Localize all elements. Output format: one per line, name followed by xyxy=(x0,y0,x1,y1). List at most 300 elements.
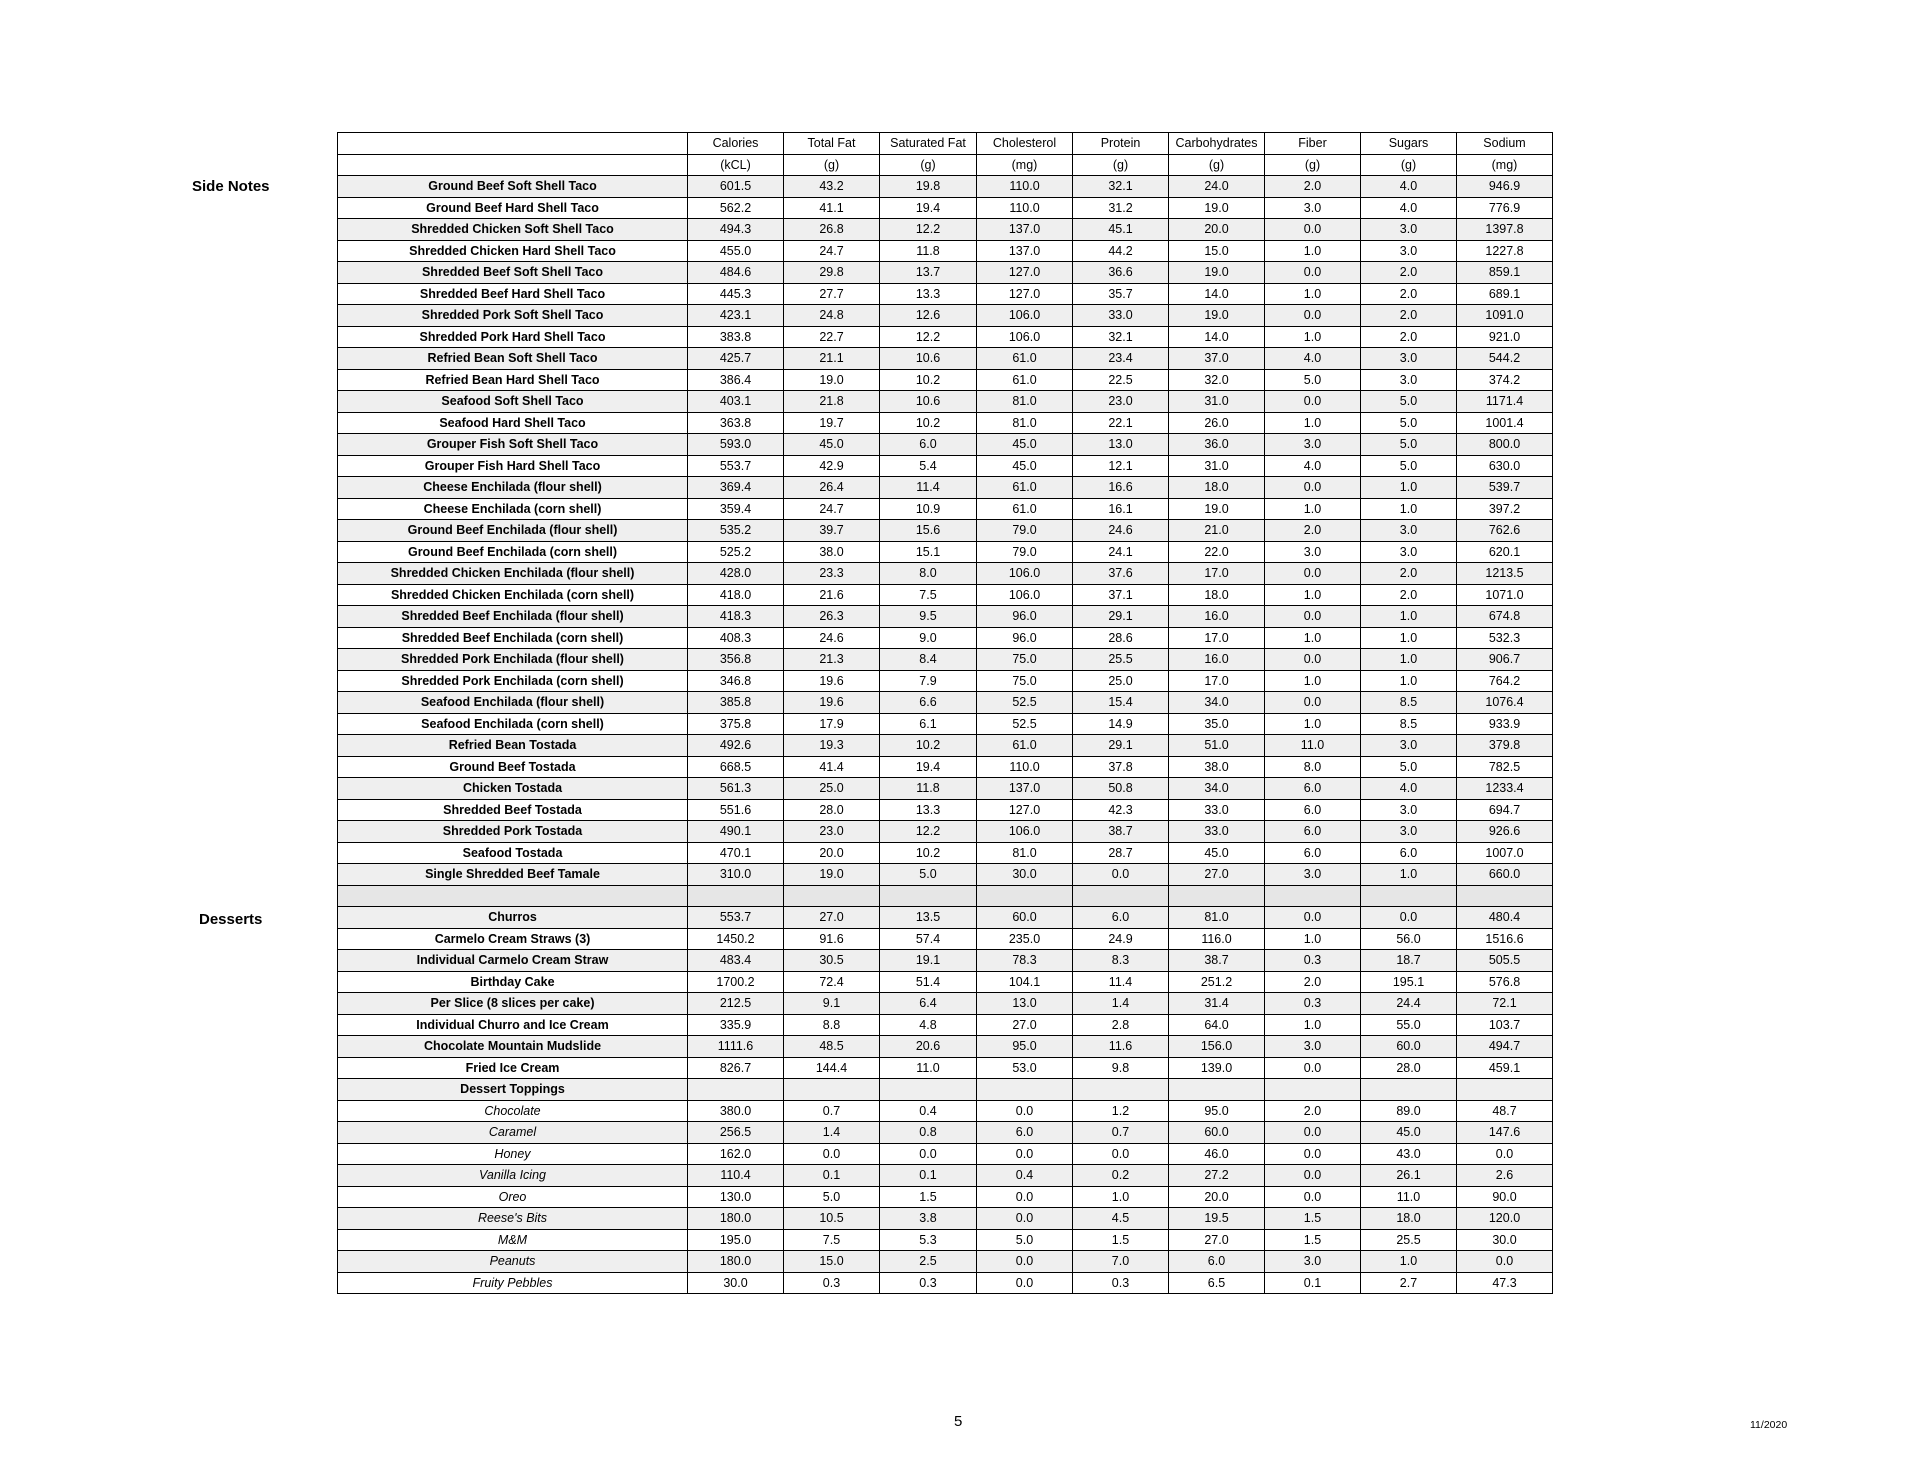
item-name-cell: Shredded Pork Enchilada (corn shell) xyxy=(338,670,688,692)
value-cell: 90.0 xyxy=(1457,1186,1553,1208)
table-row xyxy=(338,176,1553,198)
value-cell: 1233.4 xyxy=(1457,778,1553,800)
value-cell: 32.1 xyxy=(1073,176,1169,198)
value-cell: 34.0 xyxy=(1169,692,1265,714)
value-cell xyxy=(1265,885,1361,907)
value-cell: 0.0 xyxy=(1265,907,1361,929)
value-cell: 0.0 xyxy=(1265,606,1361,628)
value-cell: 24.4 xyxy=(1361,993,1457,1015)
value-cell: 4.0 xyxy=(1361,778,1457,800)
table-row xyxy=(338,627,1553,649)
value-cell xyxy=(880,1079,977,1101)
table-row xyxy=(338,520,1553,542)
column-unit: (g) xyxy=(1265,154,1361,176)
table-row xyxy=(338,756,1553,778)
value-cell: 28.0 xyxy=(1361,1057,1457,1079)
item-name-cell: Shredded Pork Tostada xyxy=(338,821,688,843)
value-cell: 0.4 xyxy=(977,1165,1073,1187)
value-cell: 946.9 xyxy=(1457,176,1553,198)
item-name-cell: Seafood Enchilada (flour shell) xyxy=(338,692,688,714)
table-row xyxy=(338,262,1553,284)
value-cell: 0.3 xyxy=(1073,1272,1169,1294)
value-cell: 0.0 xyxy=(1265,563,1361,585)
value-cell xyxy=(1457,885,1553,907)
table-row xyxy=(338,864,1553,886)
value-cell: 95.0 xyxy=(1169,1100,1265,1122)
table-row xyxy=(338,735,1553,757)
table-row xyxy=(338,584,1553,606)
value-cell: 668.5 xyxy=(688,756,784,778)
value-cell: 29.8 xyxy=(784,262,880,284)
table-row xyxy=(338,1014,1553,1036)
value-cell: 5.3 xyxy=(880,1229,977,1251)
value-cell: 8.5 xyxy=(1361,713,1457,735)
value-cell: 15.4 xyxy=(1073,692,1169,714)
value-cell: 0.0 xyxy=(1265,1143,1361,1165)
value-cell xyxy=(688,885,784,907)
value-cell: 137.0 xyxy=(977,219,1073,241)
value-cell: 29.1 xyxy=(1073,735,1169,757)
value-cell: 2.0 xyxy=(1361,305,1457,327)
value-cell: 6.6 xyxy=(880,692,977,714)
value-cell: 375.8 xyxy=(688,713,784,735)
item-name-cell: Peanuts xyxy=(338,1251,688,1273)
value-cell: 3.0 xyxy=(1361,541,1457,563)
value-cell: 19.0 xyxy=(1169,197,1265,219)
value-cell: 553.7 xyxy=(688,455,784,477)
item-name-cell: Shredded Chicken Enchilada (corn shell) xyxy=(338,584,688,606)
value-cell: 3.0 xyxy=(1265,197,1361,219)
value-cell: 408.3 xyxy=(688,627,784,649)
value-cell: 3.0 xyxy=(1361,369,1457,391)
table-row xyxy=(338,1122,1553,1144)
value-cell: 26.3 xyxy=(784,606,880,628)
item-name-cell: Chocolate xyxy=(338,1100,688,1122)
value-cell: 1.0 xyxy=(1265,1014,1361,1036)
value-cell: 45.0 xyxy=(977,455,1073,477)
value-cell: 544.2 xyxy=(1457,348,1553,370)
value-cell: 41.4 xyxy=(784,756,880,778)
value-cell: 2.0 xyxy=(1265,971,1361,993)
item-name-cell: Shredded Pork Hard Shell Taco xyxy=(338,326,688,348)
value-cell: 601.5 xyxy=(688,176,784,198)
value-cell: 51.0 xyxy=(1169,735,1265,757)
value-cell: 8.4 xyxy=(880,649,977,671)
value-cell: 0.0 xyxy=(784,1143,880,1165)
value-cell: 26.4 xyxy=(784,477,880,499)
value-cell: 48.7 xyxy=(1457,1100,1553,1122)
value-cell: 826.7 xyxy=(688,1057,784,1079)
value-cell: 13.0 xyxy=(1073,434,1169,456)
item-name-cell: Seafood Soft Shell Taco xyxy=(338,391,688,413)
value-cell: 4.5 xyxy=(1073,1208,1169,1230)
value-cell: 10.5 xyxy=(784,1208,880,1230)
value-cell: 37.0 xyxy=(1169,348,1265,370)
value-cell: 1.0 xyxy=(1361,649,1457,671)
value-cell: 106.0 xyxy=(977,326,1073,348)
value-cell: 425.7 xyxy=(688,348,784,370)
value-cell: 26.0 xyxy=(1169,412,1265,434)
value-cell: 5.0 xyxy=(1361,756,1457,778)
value-cell: 11.6 xyxy=(1073,1036,1169,1058)
spacer-row xyxy=(338,885,1553,907)
value-cell: 0.7 xyxy=(1073,1122,1169,1144)
value-cell: 61.0 xyxy=(977,477,1073,499)
value-cell: 19.0 xyxy=(1169,305,1265,327)
value-cell: 96.0 xyxy=(977,627,1073,649)
item-name-cell: Vanilla Icing xyxy=(338,1165,688,1187)
value-cell: 24.8 xyxy=(784,305,880,327)
item-name-cell: Shredded Chicken Soft Shell Taco xyxy=(338,219,688,241)
table-row xyxy=(338,907,1553,929)
value-cell: 27.0 xyxy=(977,1014,1073,1036)
value-cell: 1071.0 xyxy=(1457,584,1553,606)
value-cell: 553.7 xyxy=(688,907,784,929)
value-cell: 51.4 xyxy=(880,971,977,993)
value-cell: 0.0 xyxy=(1265,649,1361,671)
value-cell: 25.5 xyxy=(1361,1229,1457,1251)
value-cell: 694.7 xyxy=(1457,799,1553,821)
value-cell xyxy=(688,1079,784,1101)
value-cell: 11.8 xyxy=(880,778,977,800)
value-cell: 24.1 xyxy=(1073,541,1169,563)
value-cell: 116.0 xyxy=(1169,928,1265,950)
value-cell xyxy=(1073,1079,1169,1101)
value-cell: 2.0 xyxy=(1265,520,1361,542)
value-cell: 2.0 xyxy=(1361,262,1457,284)
value-cell: 3.0 xyxy=(1265,1251,1361,1273)
value-cell: 44.2 xyxy=(1073,240,1169,262)
value-cell: 34.0 xyxy=(1169,778,1265,800)
value-cell: 19.5 xyxy=(1169,1208,1265,1230)
value-cell: 13.3 xyxy=(880,283,977,305)
value-cell: 525.2 xyxy=(688,541,784,563)
value-cell: 104.1 xyxy=(977,971,1073,993)
value-cell: 363.8 xyxy=(688,412,784,434)
value-cell: 43.2 xyxy=(784,176,880,198)
value-cell: 20.6 xyxy=(880,1036,977,1058)
value-cell: 110.0 xyxy=(977,756,1073,778)
value-cell: 89.0 xyxy=(1361,1100,1457,1122)
value-cell: 60.0 xyxy=(1361,1036,1457,1058)
table-row xyxy=(338,670,1553,692)
value-cell: 6.0 xyxy=(1265,799,1361,821)
value-cell: 35.0 xyxy=(1169,713,1265,735)
value-cell: 1076.4 xyxy=(1457,692,1553,714)
value-cell: 10.2 xyxy=(880,412,977,434)
value-cell: 180.0 xyxy=(688,1208,784,1230)
value-cell: 0.0 xyxy=(1457,1143,1553,1165)
value-cell: 22.7 xyxy=(784,326,880,348)
value-cell: 9.5 xyxy=(880,606,977,628)
value-cell: 1171.4 xyxy=(1457,391,1553,413)
value-cell: 10.6 xyxy=(880,348,977,370)
value-cell: 45.0 xyxy=(977,434,1073,456)
value-cell: 445.3 xyxy=(688,283,784,305)
page-number: 5 xyxy=(954,1413,963,1430)
value-cell: 180.0 xyxy=(688,1251,784,1273)
value-cell: 81.0 xyxy=(1169,907,1265,929)
table-row xyxy=(338,1057,1553,1079)
value-cell xyxy=(1073,885,1169,907)
value-cell: 0.1 xyxy=(1265,1272,1361,1294)
value-cell: 859.1 xyxy=(1457,262,1553,284)
value-cell: 27.2 xyxy=(1169,1165,1265,1187)
value-cell: 46.0 xyxy=(1169,1143,1265,1165)
value-cell: 19.3 xyxy=(784,735,880,757)
value-cell: 455.0 xyxy=(688,240,784,262)
value-cell: 2.0 xyxy=(1361,283,1457,305)
value-cell: 24.9 xyxy=(1073,928,1169,950)
value-cell: 25.5 xyxy=(1073,649,1169,671)
value-cell: 2.0 xyxy=(1265,1100,1361,1122)
value-cell: 22.1 xyxy=(1073,412,1169,434)
value-cell: 17.0 xyxy=(1169,563,1265,585)
value-cell: 3.0 xyxy=(1361,735,1457,757)
value-cell: 374.2 xyxy=(1457,369,1553,391)
value-cell: 630.0 xyxy=(1457,455,1553,477)
value-cell: 0.0 xyxy=(977,1208,1073,1230)
value-cell: 19.0 xyxy=(1169,498,1265,520)
value-cell: 61.0 xyxy=(977,348,1073,370)
value-cell: 0.3 xyxy=(1265,993,1361,1015)
value-cell: 19.6 xyxy=(784,670,880,692)
value-cell: 492.6 xyxy=(688,735,784,757)
value-cell: 620.1 xyxy=(1457,541,1553,563)
value-cell: 1.0 xyxy=(1361,670,1457,692)
value-cell: 17.0 xyxy=(1169,627,1265,649)
value-cell: 156.0 xyxy=(1169,1036,1265,1058)
value-cell: 5.0 xyxy=(1361,455,1457,477)
value-cell: 0.0 xyxy=(1265,1122,1361,1144)
value-cell: 23.0 xyxy=(784,821,880,843)
value-cell xyxy=(784,885,880,907)
value-cell: 81.0 xyxy=(977,842,1073,864)
value-cell: 45.1 xyxy=(1073,219,1169,241)
value-cell: 0.0 xyxy=(1073,864,1169,886)
value-cell: 1397.8 xyxy=(1457,219,1553,241)
value-cell: 16.0 xyxy=(1169,649,1265,671)
value-cell: 11.0 xyxy=(1265,735,1361,757)
item-name-cell: Ground Beef Enchilada (corn shell) xyxy=(338,541,688,563)
value-cell: 0.3 xyxy=(784,1272,880,1294)
value-cell: 95.0 xyxy=(977,1036,1073,1058)
value-cell: 6.0 xyxy=(1265,821,1361,843)
value-cell: 490.1 xyxy=(688,821,784,843)
item-name-cell: Fruity Pebbles xyxy=(338,1272,688,1294)
item-name-cell: Ground Beef Hard Shell Taco xyxy=(338,197,688,219)
column-header: Carbohydrates xyxy=(1169,133,1265,155)
value-cell: 2.6 xyxy=(1457,1165,1553,1187)
value-cell: 403.1 xyxy=(688,391,784,413)
value-cell: 5.0 xyxy=(1265,369,1361,391)
value-cell: 359.4 xyxy=(688,498,784,520)
value-cell: 12.1 xyxy=(1073,455,1169,477)
value-cell: 0.0 xyxy=(977,1143,1073,1165)
value-cell: 60.0 xyxy=(977,907,1073,929)
value-cell: 75.0 xyxy=(977,670,1073,692)
value-cell: 23.3 xyxy=(784,563,880,585)
item-name-cell: Grouper Fish Soft Shell Taco xyxy=(338,434,688,456)
value-cell: 91.6 xyxy=(784,928,880,950)
item-name-cell xyxy=(338,885,688,907)
value-cell: 3.0 xyxy=(1265,1036,1361,1058)
value-cell: 24.6 xyxy=(1073,520,1169,542)
value-cell: 4.8 xyxy=(880,1014,977,1036)
value-cell xyxy=(977,885,1073,907)
value-cell: 14.0 xyxy=(1169,326,1265,348)
value-cell: 0.0 xyxy=(1265,477,1361,499)
table-row xyxy=(338,197,1553,219)
item-name-cell: Refried Bean Tostada xyxy=(338,735,688,757)
table-row xyxy=(338,649,1553,671)
value-cell: 926.6 xyxy=(1457,821,1553,843)
value-cell: 50.8 xyxy=(1073,778,1169,800)
value-cell: 8.3 xyxy=(1073,950,1169,972)
value-cell xyxy=(1361,1079,1457,1101)
value-cell: 3.0 xyxy=(1265,864,1361,886)
value-cell: 5.4 xyxy=(880,455,977,477)
item-name-cell: Oreo xyxy=(338,1186,688,1208)
value-cell: 12.2 xyxy=(880,821,977,843)
value-cell: 23.0 xyxy=(1073,391,1169,413)
value-cell: 16.1 xyxy=(1073,498,1169,520)
value-cell: 369.4 xyxy=(688,477,784,499)
value-cell: 30.0 xyxy=(688,1272,784,1294)
table-row xyxy=(338,412,1553,434)
column-header: Saturated Fat xyxy=(880,133,977,155)
value-cell: 106.0 xyxy=(977,305,1073,327)
item-name-cell: Shredded Beef Enchilada (flour shell) xyxy=(338,606,688,628)
value-cell: 1.4 xyxy=(784,1122,880,1144)
value-cell: 0.0 xyxy=(1265,1186,1361,1208)
value-cell: 6.0 xyxy=(1073,907,1169,929)
value-cell: 57.4 xyxy=(880,928,977,950)
value-cell: 0.0 xyxy=(1265,219,1361,241)
value-cell: 64.0 xyxy=(1169,1014,1265,1036)
value-cell: 9.8 xyxy=(1073,1057,1169,1079)
table-row xyxy=(338,1208,1553,1230)
value-cell: 28.6 xyxy=(1073,627,1169,649)
value-cell: 32.1 xyxy=(1073,326,1169,348)
value-cell: 5.0 xyxy=(784,1186,880,1208)
value-cell: 212.5 xyxy=(688,993,784,1015)
value-cell: 79.0 xyxy=(977,541,1073,563)
value-cell: 31.0 xyxy=(1169,391,1265,413)
value-cell: 0.0 xyxy=(977,1100,1073,1122)
value-cell: 35.7 xyxy=(1073,283,1169,305)
value-cell: 0.7 xyxy=(784,1100,880,1122)
item-name-cell: Seafood Tostada xyxy=(338,842,688,864)
value-cell: 19.1 xyxy=(880,950,977,972)
value-cell: 26.8 xyxy=(784,219,880,241)
value-cell: 21.6 xyxy=(784,584,880,606)
value-cell: 24.6 xyxy=(784,627,880,649)
column-header: Sodium xyxy=(1457,133,1553,155)
value-cell: 1001.4 xyxy=(1457,412,1553,434)
value-cell: 551.6 xyxy=(688,799,784,821)
value-cell: 12.6 xyxy=(880,305,977,327)
value-cell: 17.9 xyxy=(784,713,880,735)
column-unit: (mg) xyxy=(977,154,1073,176)
value-cell: 37.1 xyxy=(1073,584,1169,606)
value-cell: 10.2 xyxy=(880,842,977,864)
value-cell: 11.0 xyxy=(1361,1186,1457,1208)
item-name-cell: Reese's Bits xyxy=(338,1208,688,1230)
value-cell: 27.0 xyxy=(784,907,880,929)
value-cell: 6.0 xyxy=(1169,1251,1265,1273)
value-cell: 1.0 xyxy=(1265,584,1361,606)
value-cell: 776.9 xyxy=(1457,197,1553,219)
value-cell: 11.4 xyxy=(880,477,977,499)
value-cell: 18.0 xyxy=(1169,477,1265,499)
value-cell: 346.8 xyxy=(688,670,784,692)
value-cell: 106.0 xyxy=(977,584,1073,606)
value-cell: 38.7 xyxy=(1073,821,1169,843)
table-row xyxy=(338,928,1553,950)
value-cell: 535.2 xyxy=(688,520,784,542)
value-cell: 127.0 xyxy=(977,262,1073,284)
value-cell: 562.2 xyxy=(688,197,784,219)
table-row xyxy=(338,606,1553,628)
table-row xyxy=(338,1251,1553,1273)
value-cell: 24.7 xyxy=(784,498,880,520)
value-cell: 32.0 xyxy=(1169,369,1265,391)
value-cell: 106.0 xyxy=(977,563,1073,585)
value-cell: 782.5 xyxy=(1457,756,1553,778)
item-name-cell: Individual Churro and Ice Cream xyxy=(338,1014,688,1036)
table-row xyxy=(338,541,1553,563)
column-unit: (g) xyxy=(1073,154,1169,176)
table-row xyxy=(338,477,1553,499)
value-cell: 6.0 xyxy=(1265,842,1361,864)
value-cell: 6.0 xyxy=(1265,778,1361,800)
value-cell: 906.7 xyxy=(1457,649,1553,671)
table-row xyxy=(338,993,1553,1015)
item-name-cell: Shredded Chicken Hard Shell Taco xyxy=(338,240,688,262)
nutrition-table xyxy=(337,132,1553,1294)
value-cell: 1450.2 xyxy=(688,928,784,950)
value-cell: 42.3 xyxy=(1073,799,1169,821)
value-cell: 397.2 xyxy=(1457,498,1553,520)
value-cell: 1.0 xyxy=(1361,498,1457,520)
value-cell: 103.7 xyxy=(1457,1014,1553,1036)
value-cell: 561.3 xyxy=(688,778,784,800)
value-cell: 14.9 xyxy=(1073,713,1169,735)
value-cell: 12.2 xyxy=(880,326,977,348)
value-cell: 380.0 xyxy=(688,1100,784,1122)
value-cell: 11.8 xyxy=(880,240,977,262)
column-unit: (g) xyxy=(784,154,880,176)
value-cell: 6.4 xyxy=(880,993,977,1015)
value-cell: 1.5 xyxy=(1265,1208,1361,1230)
item-name-cell: Chicken Tostada xyxy=(338,778,688,800)
value-cell: 385.8 xyxy=(688,692,784,714)
value-cell: 10.9 xyxy=(880,498,977,520)
value-cell: 0.0 xyxy=(977,1272,1073,1294)
value-cell: 33.0 xyxy=(1169,799,1265,821)
value-cell: 19.0 xyxy=(1169,262,1265,284)
value-cell: 72.1 xyxy=(1457,993,1553,1015)
value-cell: 38.0 xyxy=(784,541,880,563)
value-cell: 22.0 xyxy=(1169,541,1265,563)
value-cell: 14.0 xyxy=(1169,283,1265,305)
value-cell: 52.5 xyxy=(977,713,1073,735)
value-cell: 3.0 xyxy=(1361,240,1457,262)
item-name-cell: Per Slice (8 slices per cake) xyxy=(338,993,688,1015)
value-cell: 251.2 xyxy=(1169,971,1265,993)
value-cell: 0.1 xyxy=(880,1165,977,1187)
